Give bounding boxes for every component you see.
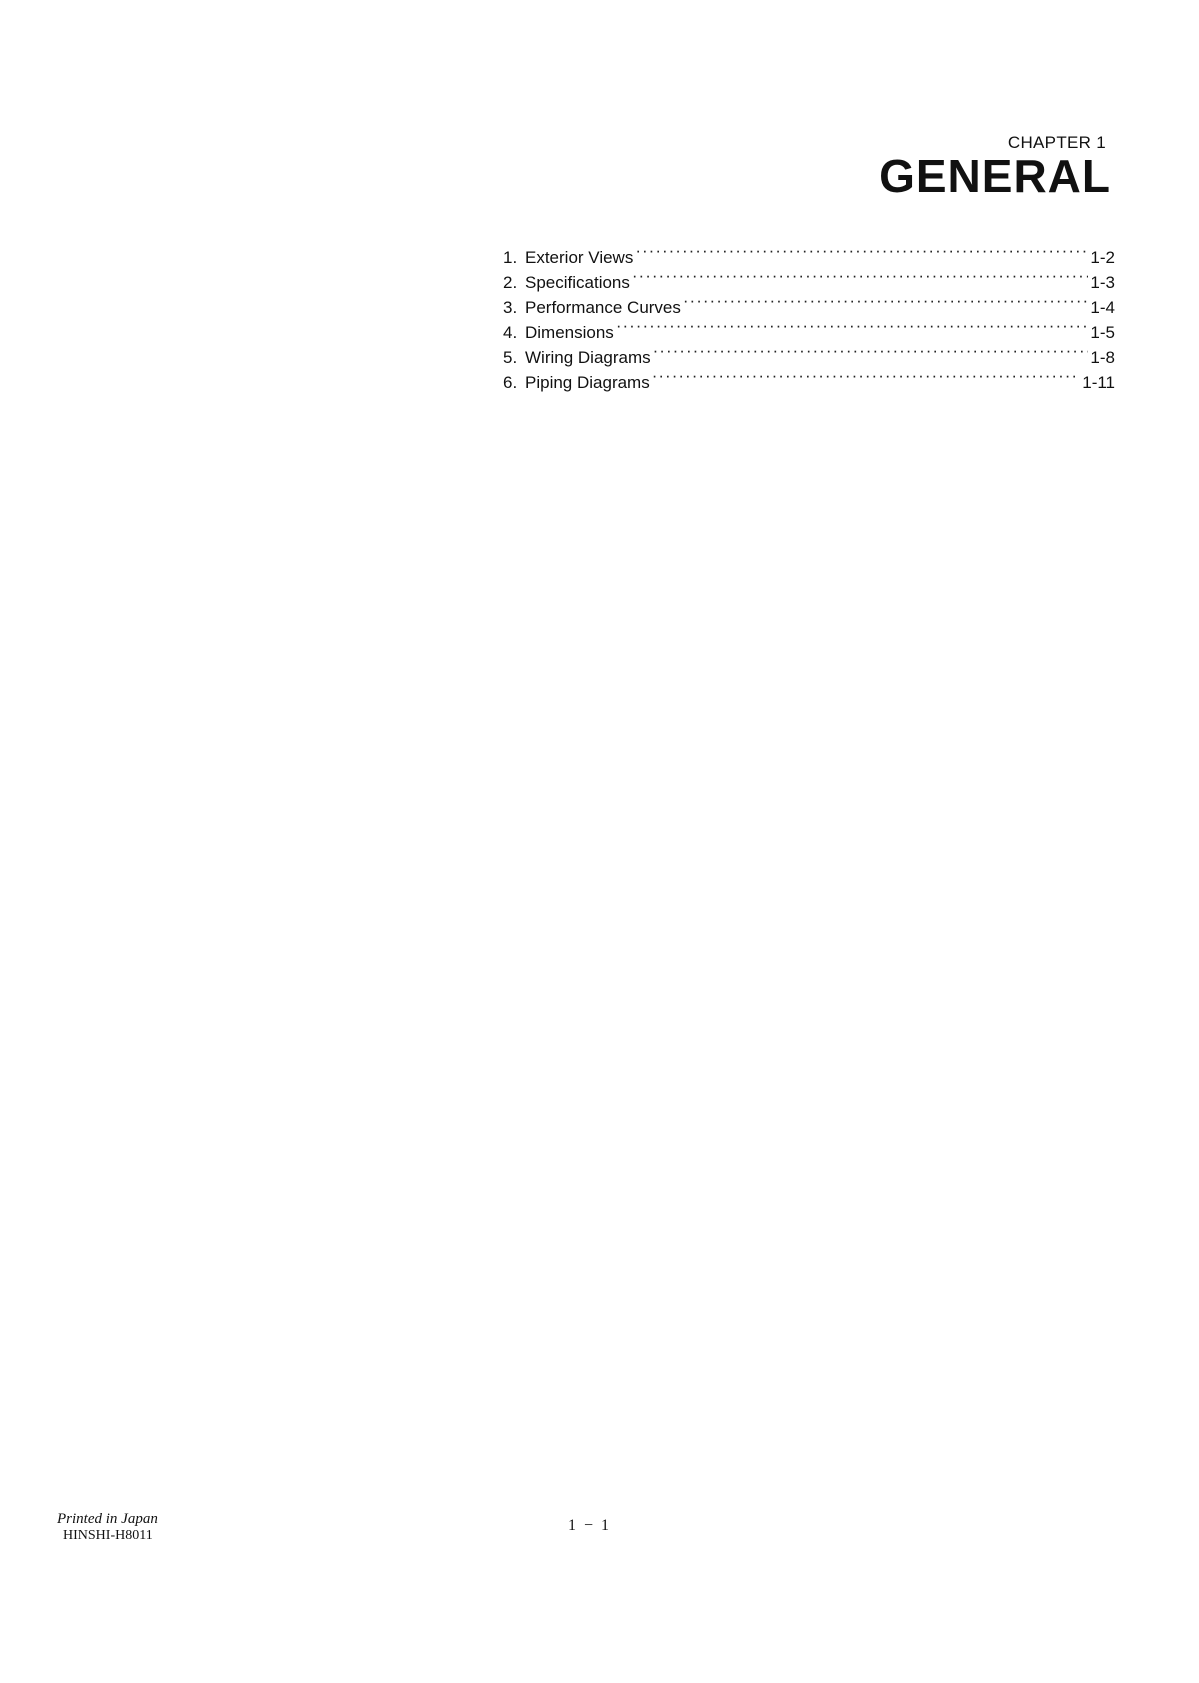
chapter-label: CHAPTER 1 (1007, 133, 1106, 152)
toc-entry-page: 1-3 (1090, 273, 1115, 292)
table-of-contents (503, 238, 1115, 392)
toc-entry-title: Dimensions (525, 323, 614, 342)
toc-entry-title: Specifications (525, 273, 630, 292)
document-code: HINSHI-H8011 (63, 1528, 153, 1543)
toc-entry-number: 2. (503, 273, 518, 292)
dot-leader (635, 238, 1088, 263)
toc-entry-number: 6. (503, 373, 518, 392)
dot-leader (653, 338, 1089, 363)
dot-leader (683, 288, 1089, 313)
dot-leader (652, 363, 1081, 388)
toc-entry-title: Performance Curves (525, 298, 681, 317)
dot-leader (632, 263, 1089, 288)
toc-entry-number: 1. (503, 248, 518, 267)
toc-entry-number: 5. (503, 348, 518, 367)
toc-entry-page: 1-8 (1090, 348, 1115, 367)
chapter-title: GENERAL (879, 150, 1111, 202)
toc-entry-number: 4. (503, 323, 518, 342)
toc-entry-page: 1-4 (1090, 298, 1115, 317)
toc-entry-page: 1-11 (1082, 373, 1115, 392)
page-number: 1 − 1 (568, 1517, 612, 1534)
toc-entry-number: 3. (503, 298, 518, 317)
toc-entry-page: 1-5 (1090, 323, 1115, 342)
toc-entry-title: Wiring Diagrams (525, 348, 651, 367)
toc-entry-title: Piping Diagrams (525, 373, 650, 392)
toc-entry-title: Exterior Views (525, 248, 634, 267)
toc-entry-page: 1-2 (1090, 248, 1115, 267)
toc-entry-exterior-views[interactable] (503, 238, 1115, 267)
dot-leader (616, 313, 1089, 338)
printed-in-note: Printed in Japan (57, 1511, 158, 1527)
